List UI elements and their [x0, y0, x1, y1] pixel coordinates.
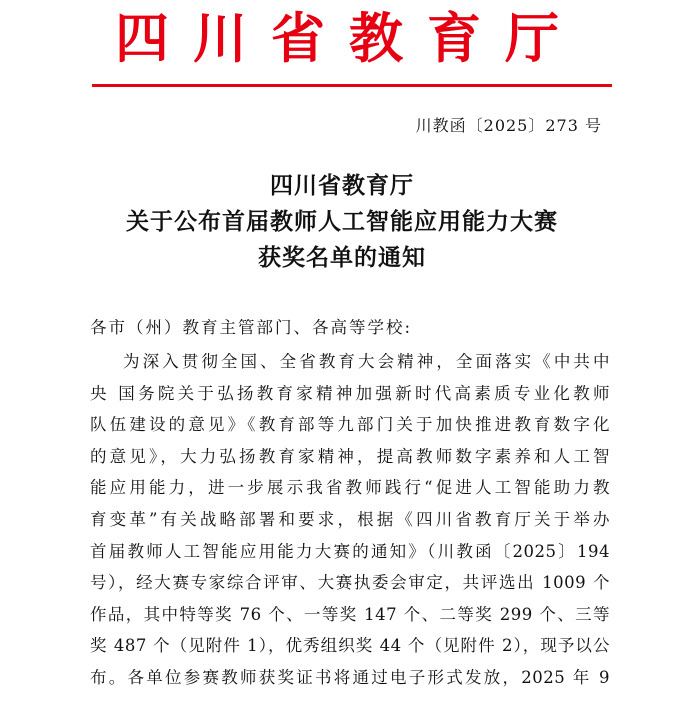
body-line: 布。各单位参赛教师获奖证书将通过电子形式发放，2025 年 9 [90, 667, 610, 687]
title-line: 关于公布首届教师人工智能应用能力大赛 [126, 208, 558, 235]
body-line: 育变革”有关战略部署和要求，根据《四川省教育厅关于举办 [90, 509, 610, 529]
issuing-authority-header: 四川省教育厅 [115, 6, 583, 70]
body-line: 为深入贯彻全国、全省教育大会精神，全面落实《中共中 [123, 352, 610, 371]
body-line: 首届教师人工智能应用能力大赛的通知》（川教函〔2025〕194 [90, 541, 610, 561]
salutation: 各市（州）教育主管部门、各高等学校: [90, 318, 413, 337]
header-red-rule [92, 84, 612, 87]
body-line: 能应用能力，进一步展示我省教师践行“促进人工智能助力教 [90, 478, 610, 498]
body-line: 号），经大赛专家综合评审、大赛执委会审定，共评选出 1009 个 [90, 573, 610, 593]
body-line: 央 国务院关于弘扬教育家精神加强新时代高素质专业化教师 [90, 383, 610, 403]
document-title [0, 168, 684, 276]
body-line: 作品，其中特等奖 76 个、一等奖 147 个、二等奖 299 个、三等 [90, 604, 610, 624]
body-line: 奖 487 个（见附件 1），优秀组织奖 44 个（见附件 2），现予以公 [90, 636, 610, 656]
body-paragraph [90, 346, 610, 694]
title-line: 获奖名单的通知 [258, 244, 426, 271]
body-line: 队伍建设的意见》《教育部等九部门关于加快推进教育数字化 [90, 415, 610, 435]
title-line: 四川省教育厅 [270, 172, 414, 199]
body-line: 的意见》，大力弘扬教育家精神，提高教师数字素养和人工智 [90, 446, 610, 466]
document-number: 川教函〔2025〕273 号 [415, 116, 602, 135]
